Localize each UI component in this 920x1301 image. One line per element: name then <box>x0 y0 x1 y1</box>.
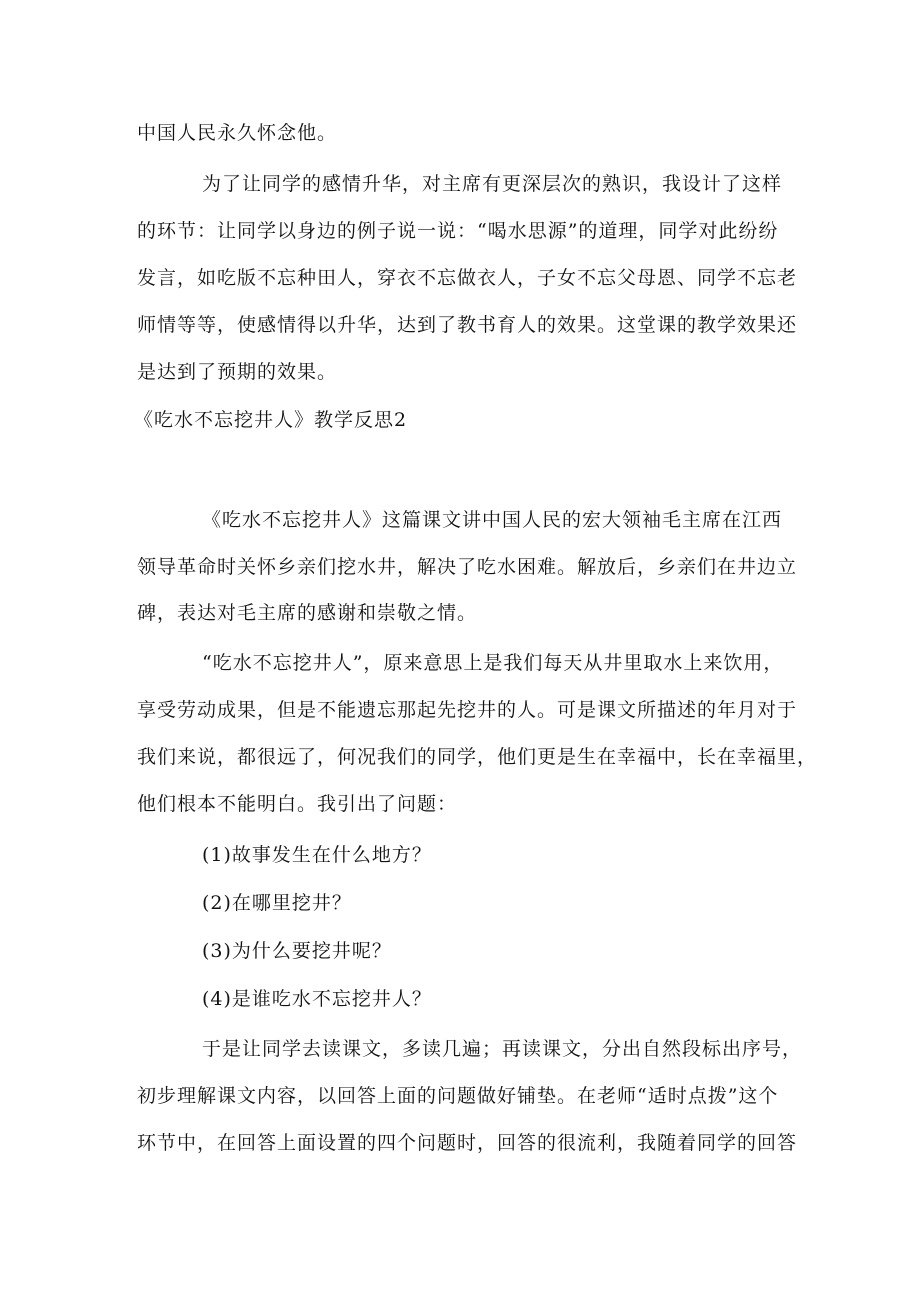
question-2: (2)在哪里挖井？ <box>202 892 352 914</box>
paragraph-2-line-3: 发言，如吃版不忘种田人，穿衣不忘做衣人，子女不忘父母恩、同学不忘老 <box>137 267 798 289</box>
paragraph-4-line-1: “吃水不忘挖井人”，原来意思上是我们每天从井里取水上来饮用， <box>202 652 784 674</box>
question-3: (3)为什么要挖井呢？ <box>202 940 392 962</box>
paragraph-3-line-3: 碑，表达对毛主席的感谢和崇敬之情。 <box>137 602 478 624</box>
section-heading: 《吃水不忘挖井人》教学反思2 <box>134 409 408 431</box>
paragraph-3-line-2: 领导革命时关怀乡亲们挖水井，解决了吃水困难。解放后，乡亲们在井边立 <box>137 556 798 578</box>
question-1: (1)故事发生在什么地方？ <box>202 844 432 866</box>
paragraph-5-line-2: 初步理解课文内容，以回答上面的问题做好铺垫。在老师“适时点拨”这个 <box>137 1085 779 1107</box>
question-4: (4)是谁吃水不忘挖井人？ <box>202 988 432 1010</box>
paragraph-1-line-1: 中国人民永久怀念他。 <box>137 122 338 144</box>
paragraph-2-line-5: 是达到了预期的效果。 <box>137 361 338 383</box>
paragraph-5-line-3: 环节中，在回答上面设置的四个问题时，回答的很流利，我随着同学的回答 <box>137 1132 798 1154</box>
paragraph-2-line-2: 的环节：让同学以身边的例子说一说：“喝水思源”的道理，同学对此纷纷 <box>137 220 779 242</box>
paragraph-2-line-4: 师情等等，使感情得以升华，达到了教书育人的效果。这堂课的教学效果还 <box>137 314 798 336</box>
paragraph-5-line-1: 于是让同学去读课文，多读几遍；再读课文，分出自然段标出序号， <box>202 1038 803 1060</box>
paragraph-4-line-2: 享受劳动成果，但是不能遗忘那起先挖井的人。可是课文所描述的年月对于 <box>137 699 798 721</box>
paragraph-4-line-4: 他们根本不能明白。我引出了问题： <box>137 793 458 815</box>
paragraph-2-line-1: 为了让同学的感情升华，对主席有更深层次的熟识，我设计了这样 <box>202 173 783 195</box>
paragraph-3-line-1: 《吃水不忘挖井人》这篇课文讲中国人民的宏大领袖毛主席在江西 <box>202 509 783 531</box>
paragraph-4-line-3: 我们来说，都很远了，何况我们的同学，他们更是生在幸福中，长在幸福里， <box>137 746 818 768</box>
